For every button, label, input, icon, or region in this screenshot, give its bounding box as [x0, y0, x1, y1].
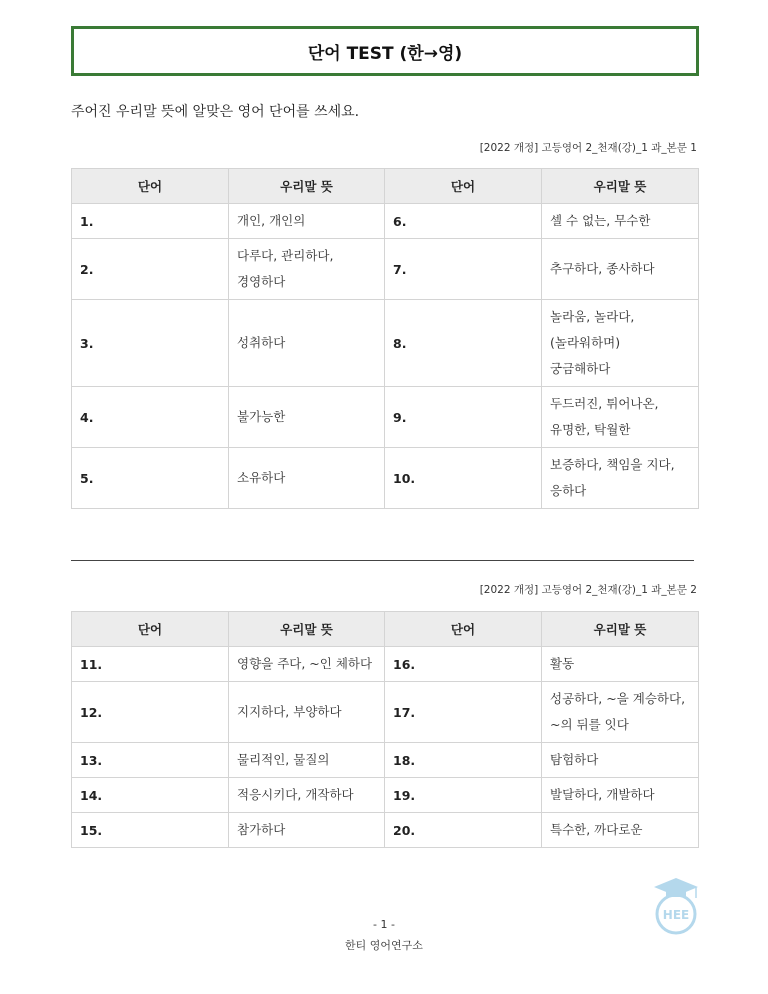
- section-source-2: [2022 개정] 고등영어 2_천재(강)_1 과_본문 2: [479, 584, 697, 596]
- section-divider: [71, 560, 694, 561]
- page-number: - 1 -: [373, 918, 395, 931]
- meaning-cell: [229, 387, 385, 448]
- meaning-cell: [542, 300, 699, 387]
- meaning-cell: [542, 778, 699, 813]
- meaning-cell: [229, 204, 385, 239]
- meaning-line: 성공하다, ~을 계승하다,: [550, 691, 686, 706]
- meaning-line: 발달하다, 개발하다: [550, 787, 655, 802]
- meaning-cell: [542, 204, 699, 239]
- header-meaning: 우리말 뜻: [229, 169, 385, 204]
- word-number: 8.: [385, 300, 542, 387]
- meaning-cell: [542, 813, 699, 848]
- word-number: 2.: [72, 239, 229, 300]
- meaning-line: 경영하다: [237, 274, 286, 289]
- meaning-cell: [229, 300, 385, 387]
- word-number: 13.: [72, 743, 229, 778]
- table-row: [72, 300, 699, 387]
- table-row: [72, 647, 699, 682]
- word-number: 3.: [72, 300, 229, 387]
- header-meaning: 우리말 뜻: [542, 612, 699, 647]
- meaning-line: 지지하다, 부양하다: [237, 704, 342, 719]
- logo-text: HEE: [662, 908, 690, 922]
- meaning-line: 물리적인, 물질의: [237, 752, 330, 767]
- section-source-1: [2022 개정] 고등영어 2_천재(강)_1 과_본문 1: [479, 142, 697, 154]
- meaning-line: 소유하다: [237, 470, 286, 485]
- header-meaning: 우리말 뜻: [229, 612, 385, 647]
- table-row: [72, 813, 699, 848]
- table-row: [72, 682, 699, 743]
- word-number: 14.: [72, 778, 229, 813]
- word-number: 12.: [72, 682, 229, 743]
- meaning-cell: [542, 387, 699, 448]
- word-number: 6.: [385, 204, 542, 239]
- table-row: [72, 239, 699, 300]
- meaning-line: 참가하다: [237, 822, 286, 837]
- word-number: 17.: [385, 682, 542, 743]
- meaning-line: 응하다: [550, 483, 587, 498]
- meaning-line: 활동: [550, 656, 575, 671]
- header-word: 단어: [385, 169, 542, 204]
- meaning-line: 특수한, 까다로운: [550, 822, 643, 837]
- table-row: [72, 387, 699, 448]
- meaning-cell: [542, 682, 699, 743]
- meaning-line: (놀라워하며): [550, 335, 621, 350]
- word-number: 7.: [385, 239, 542, 300]
- word-number: 9.: [385, 387, 542, 448]
- vocab-table-2: [71, 611, 699, 848]
- meaning-cell: [542, 743, 699, 778]
- meaning-line: 다루다, 관리하다,: [237, 248, 334, 263]
- word-number: 16.: [385, 647, 542, 682]
- meaning-line: 영향을 주다, ~인 체하다: [237, 656, 373, 671]
- title-box: [71, 26, 699, 76]
- instruction-text: 주어진 우리말 뜻에 알맞은 영어 단어를 쓰세요.: [71, 104, 360, 120]
- hee-logo: [648, 876, 704, 936]
- meaning-line: 보증하다, 책임을 지다,: [550, 457, 675, 472]
- word-number: 5.: [72, 448, 229, 509]
- word-number: 18.: [385, 743, 542, 778]
- header-word: 단어: [72, 612, 229, 647]
- meaning-line: 셀 수 없는, 무수한: [550, 213, 651, 228]
- table-row: [72, 448, 699, 509]
- table-header-row: [72, 612, 699, 647]
- meaning-cell: [229, 239, 385, 300]
- table-row: [72, 778, 699, 813]
- word-number: 4.: [72, 387, 229, 448]
- header-meaning: 우리말 뜻: [542, 169, 699, 204]
- meaning-cell: [229, 448, 385, 509]
- meaning-cell: [229, 813, 385, 848]
- meaning-line: 유명한, 탁월한: [550, 422, 631, 437]
- meaning-line: 개인, 개인의: [237, 213, 306, 228]
- table-row: [72, 743, 699, 778]
- meaning-line: ~의 뒤를 잇다: [550, 717, 629, 732]
- page-title: 단어 TEST (한→영): [307, 43, 463, 64]
- meaning-cell: [229, 682, 385, 743]
- meaning-cell: [542, 239, 699, 300]
- word-number: 11.: [72, 647, 229, 682]
- word-number: 15.: [72, 813, 229, 848]
- meaning-line: 불가능한: [237, 409, 286, 424]
- footer-text: 한티 영어연구소: [345, 939, 423, 952]
- meaning-line: 탐험하다: [550, 752, 599, 767]
- meaning-cell: [229, 778, 385, 813]
- meaning-cell: [229, 647, 385, 682]
- meaning-line: 적응시키다, 개작하다: [237, 787, 354, 802]
- meaning-cell: [229, 743, 385, 778]
- table-row: [72, 204, 699, 239]
- meaning-line: 성취하다: [237, 335, 286, 350]
- meaning-line: 궁금해하다: [550, 361, 611, 376]
- meaning-cell: [542, 448, 699, 509]
- vocab-table-1: [71, 168, 699, 509]
- meaning-line: 추구하다, 종사하다: [550, 261, 655, 276]
- header-word: 단어: [72, 169, 229, 204]
- table-header-row: [72, 169, 699, 204]
- meaning-line: 두드러진, 튀어나온,: [550, 396, 659, 411]
- word-number: 20.: [385, 813, 542, 848]
- header-word: 단어: [385, 612, 542, 647]
- word-number: 1.: [72, 204, 229, 239]
- word-number: 19.: [385, 778, 542, 813]
- meaning-cell: [542, 647, 699, 682]
- meaning-line: 놀라움, 놀라다,: [550, 309, 635, 324]
- word-number: 10.: [385, 448, 542, 509]
